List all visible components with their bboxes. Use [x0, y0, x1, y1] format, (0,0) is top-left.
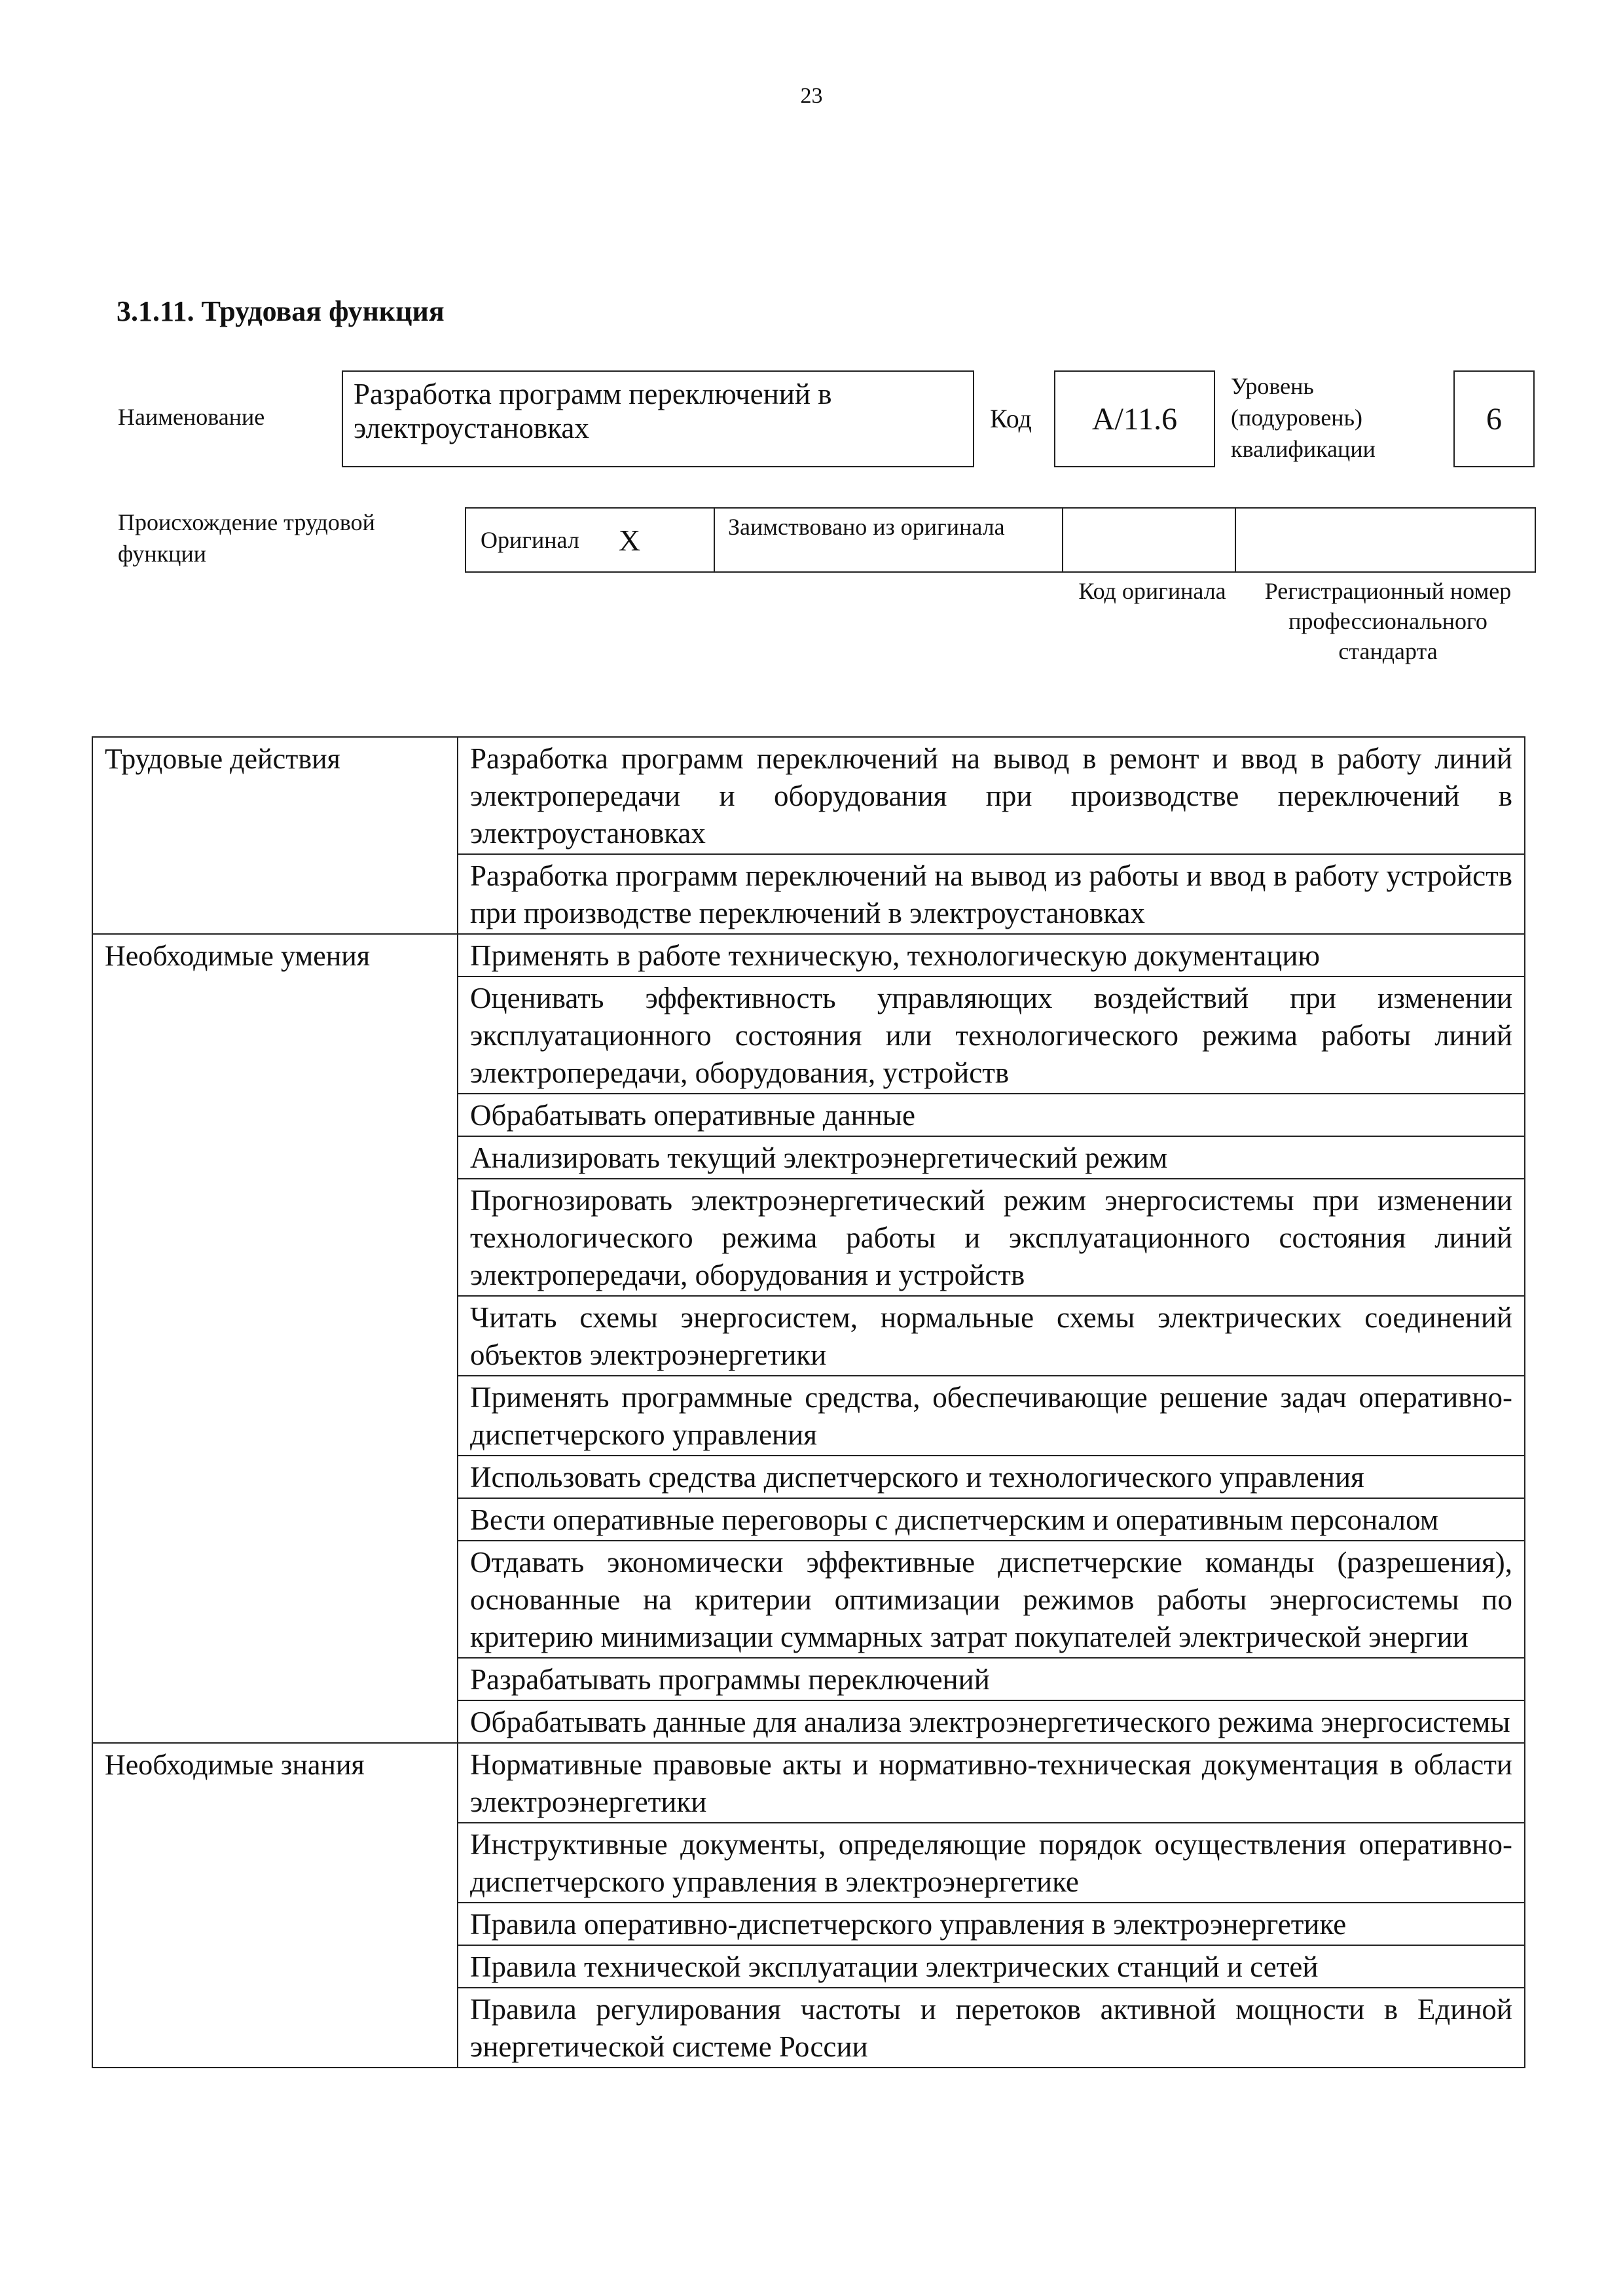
name-label: Наименование	[118, 404, 265, 430]
section-item: Отдавать экономически эффективные диспетчерские команды (разрешения), основанные на критерии оптимизации режимов работы энергосистемы по критерию минимизации суммарных затрат покупателей электрической энергии	[458, 1541, 1525, 1658]
section-item: Применять программные средства, обеспечивающие решение задач оперативно-диспетчерского управления	[458, 1376, 1525, 1456]
section-item: Обрабатывать оперативные данные	[458, 1094, 1525, 1136]
origin-original-cell	[466, 509, 715, 571]
origin-table	[465, 507, 1536, 573]
original-mark: X	[618, 523, 641, 557]
section-category: Необходимые знания	[92, 1743, 458, 2068]
registration-number-cell	[1236, 509, 1535, 571]
section-category: Необходимые умения	[92, 934, 458, 1743]
table-row	[92, 934, 1525, 977]
section-item: Разработка программ переключений на вывод в ремонт и ввод в работу линий электропередачи и оборудования при производстве переключений в электроустановках	[458, 737, 1525, 854]
borrowed-label: Заимствовано из оригинала	[715, 509, 1063, 571]
section-item: Правила регулирования частоты и перетоков активной мощности в Единой энергетической системе России	[458, 1988, 1525, 2068]
section-item: Применять в работе техническую, технологическую документацию	[458, 934, 1525, 977]
code-label: Код	[990, 404, 1032, 433]
registration-caption: Регистрационный номер профессионального стандарта	[1264, 578, 1512, 664]
section-item: Правила оперативно-диспетчерского управления в электроэнергетике	[458, 1903, 1525, 1945]
section-item: Прогнозировать электроэнергетический режим энергосистемы при изменении технологического режима работы и эксплуатационного состояния линий электропередачи, оборудования и устройств	[458, 1179, 1525, 1296]
code-caption: Код оригинала	[1078, 578, 1226, 604]
original-code-cell	[1063, 509, 1236, 571]
section-item: Нормативные правовые акты и нормативно-техническая документация в области электроэнергетики	[458, 1743, 1525, 1823]
table-row	[92, 737, 1525, 854]
page-number: 23	[800, 84, 823, 108]
level-label: Уровень (подуровень) квалификации	[1231, 373, 1376, 462]
section-item: Разработка программ переключений на вывод из работы и ввод в работу устройств при производстве переключений в электроустановках	[458, 854, 1525, 934]
section-item: Обрабатывать данные для анализа электроэнергетического режима энергосистемы	[458, 1700, 1525, 1743]
section-title: 3.1.11. Трудовая функция	[117, 295, 445, 327]
section-item: Правила технической эксплуатации электрических станций и сетей	[458, 1945, 1525, 1988]
section-item: Оценивать эффективность управляющих воздействий при изменении эксплуатационного состояния или технологического режима работы линий электропередачи, оборудования, устройств	[458, 977, 1525, 1094]
level-value-box: 6	[1453, 370, 1535, 467]
section-item: Читать схемы энергосистем, нормальные схемы электрических соединений объектов электроэнергетики	[458, 1296, 1525, 1376]
function-name-box: Разработка программ переключений в электроустановках	[342, 370, 974, 467]
function-code-box: А/11.6	[1054, 370, 1215, 467]
section-item: Анализировать текущий электроэнергетический режим	[458, 1136, 1525, 1179]
section-category: Трудовые действия	[92, 737, 458, 934]
origin-label: Происхождение трудовой функции	[118, 509, 375, 567]
function-details-table	[92, 736, 1525, 2068]
section-item: Использовать средства диспетчерского и технологического управления	[458, 1456, 1525, 1498]
original-label: Оригинал	[481, 527, 579, 553]
section-item: Вести оперативные переговоры с диспетчерским и оперативным персоналом	[458, 1498, 1525, 1541]
section-item: Разрабатывать программы переключений	[458, 1658, 1525, 1700]
section-item: Инструктивные документы, определяющие порядок осуществления оперативно-диспетчерского управления в электроэнергетике	[458, 1823, 1525, 1903]
table-row	[92, 1743, 1525, 1823]
